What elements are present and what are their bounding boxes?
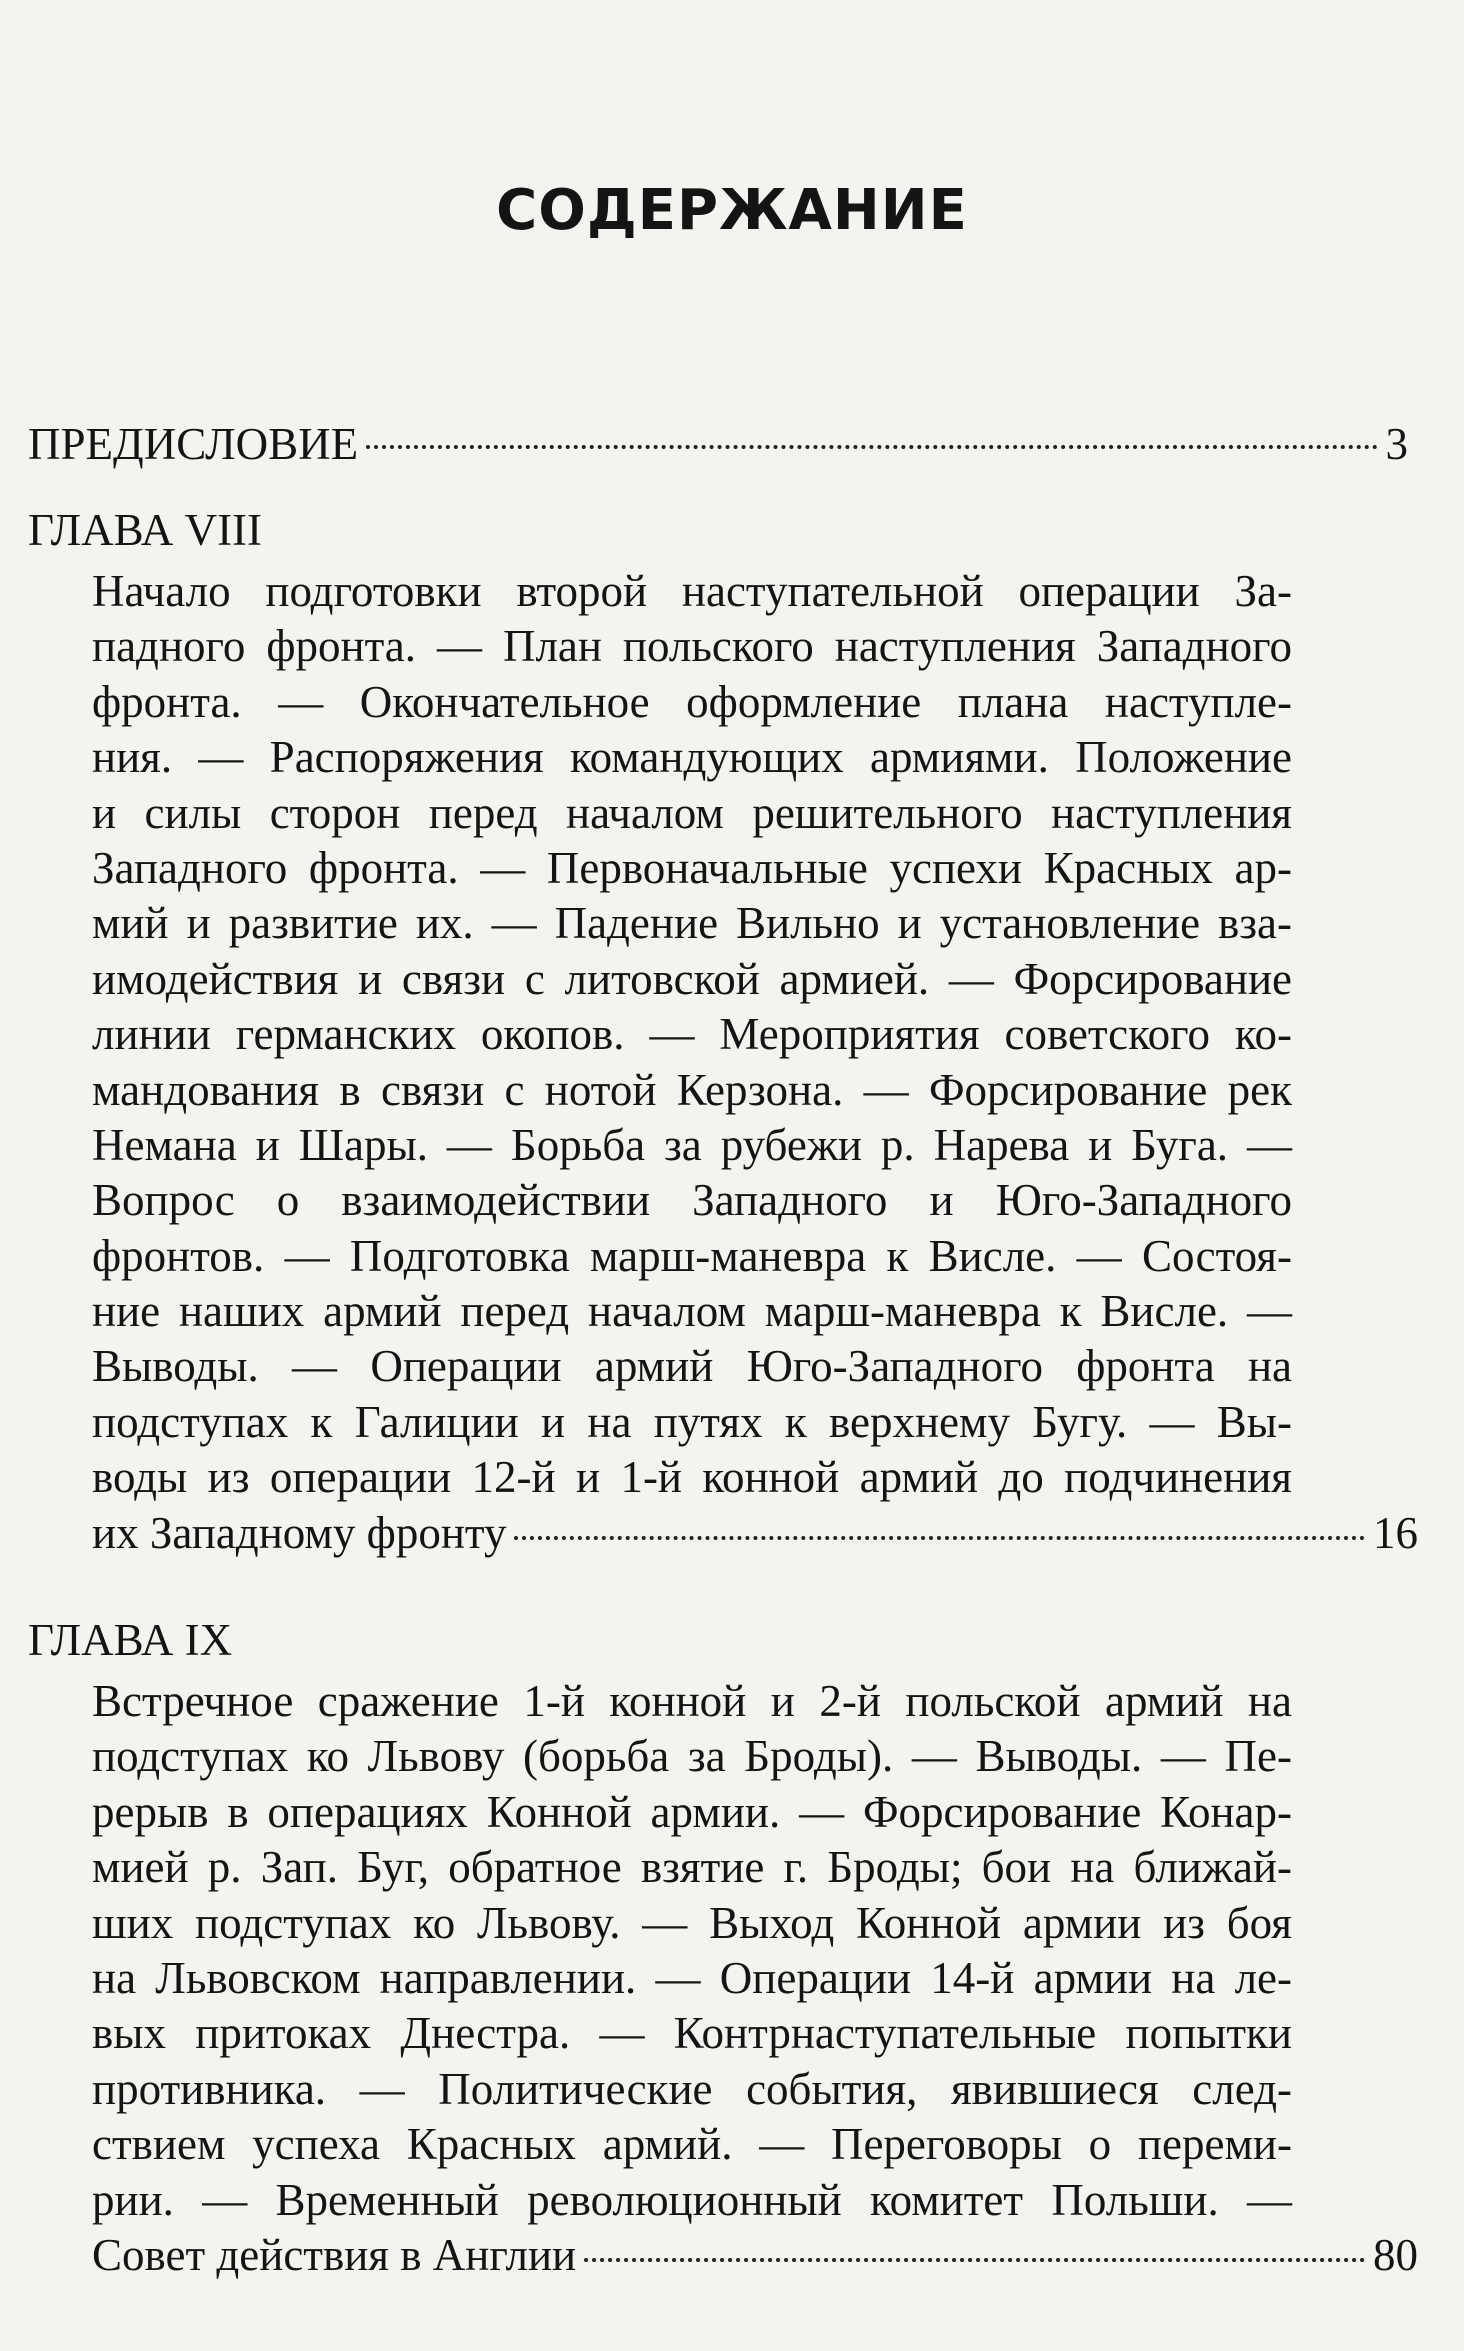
toc-entry-chapter-8 xyxy=(28,502,1418,1561)
desc-line: фронтов. — Подготовка марш-маневра к Висле. — Состоя- xyxy=(92,1230,1292,1281)
desc-line: Вопрос о взаимодействии Западного и Юго-Западного xyxy=(92,1175,1292,1226)
desc-line: падного фронта. — План польского наступления Западного xyxy=(92,621,1292,672)
desc-line: воды из операции 12-й и 1-й конной армий до подчинения xyxy=(92,1452,1292,1503)
dot-leader xyxy=(514,1536,1365,1540)
desc-line: рии. — Временный революционный комитет Польши. — xyxy=(92,2174,1292,2225)
desc-line: Западного фронта. — Первоначальные успехи Красных ар- xyxy=(92,842,1292,893)
desc-line: рерыв в операциях Конной армии. — Форсирование Конар- xyxy=(92,1786,1292,1837)
desc-line: вых притоках Днестра. — Контрнаступательные попытки xyxy=(92,2008,1292,2059)
toc-heading-row xyxy=(28,416,1408,472)
toc-page-number: 80 xyxy=(1373,2229,1418,2280)
desc-line: фронта. — Окончательное оформление плана наступле- xyxy=(92,676,1292,727)
desc-line: имодействия и связи с литовской армией. — Форсирование xyxy=(92,953,1292,1004)
toc-heading: ГЛАВА VIII xyxy=(28,505,263,555)
desc-last-line xyxy=(92,2228,1418,2283)
desc-line: на Львовском направлении. — Операции 14-й армии на ле- xyxy=(92,1952,1292,2003)
toc-page-number: 3 xyxy=(1385,419,1408,469)
desc-line: ствием успеха Красных армий. — Переговоры о переми- xyxy=(92,2119,1292,2170)
chapter-description xyxy=(92,1674,1418,2283)
desc-line: Начало подготовки второй наступательной операции За- xyxy=(92,566,1292,616)
desc-line: Выводы. — Операции армий Юго-Западного фронта на xyxy=(92,1341,1292,1392)
desc-line: и силы сторон перед началом решительного наступления xyxy=(92,787,1292,838)
desc-line: Немана и Шары. — Борьба за рубежи р. Нарева и Буга. — xyxy=(92,1119,1292,1170)
desc-line: линии германских окопов. — Мероприятия советского ко- xyxy=(92,1009,1292,1060)
desc-line: противника. — Политические события, явившиеся след- xyxy=(92,2063,1292,2114)
toc-heading: ГЛАВА IX xyxy=(28,1615,233,1665)
toc-entry-chapter-9 xyxy=(28,1612,1418,2283)
desc-line: подступах к Галиции и на путях к верхнему Бугу. — Вы- xyxy=(92,1396,1292,1447)
desc-line: ния. — Распоряжения командующих армиями. Положение xyxy=(92,732,1292,783)
desc-line: ших подступах ко Львову. — Выход Конной армии из боя xyxy=(92,1897,1292,1948)
toc-page-number: 16 xyxy=(1373,1507,1418,1558)
desc-line: Встречное сражение 1-й конной и 2-й польской армий на xyxy=(92,1676,1292,1726)
desc-line: подступах ко Львову (борьба за Броды). — Выводы. — Пе- xyxy=(92,1731,1292,1782)
dot-leader xyxy=(584,2258,1365,2262)
desc-line: их Западному фронту xyxy=(92,1507,507,1558)
desc-line: Совет действия в Англии xyxy=(92,2229,577,2280)
toc-entry-preface xyxy=(28,416,1408,472)
desc-line: мий и развитие их. — Падение Вильно и установление вза- xyxy=(92,898,1292,949)
toc-heading: ПРЕДИСЛОВИЕ xyxy=(28,419,359,469)
desc-line: ние наших армий перед началом марш-маневра к Висле. — xyxy=(92,1286,1292,1337)
desc-last-line xyxy=(92,1506,1418,1561)
chapter-description xyxy=(92,564,1418,1561)
desc-line: мией р. Зап. Буг, обратное взятие г. Броды; бои на ближай- xyxy=(92,1842,1292,1893)
desc-line: мандования в связи с нотой Керзона. — Форсирование рек xyxy=(92,1064,1292,1115)
dot-leader xyxy=(366,445,1377,449)
page-title: СОДЕРЖАНИЕ xyxy=(496,178,968,243)
